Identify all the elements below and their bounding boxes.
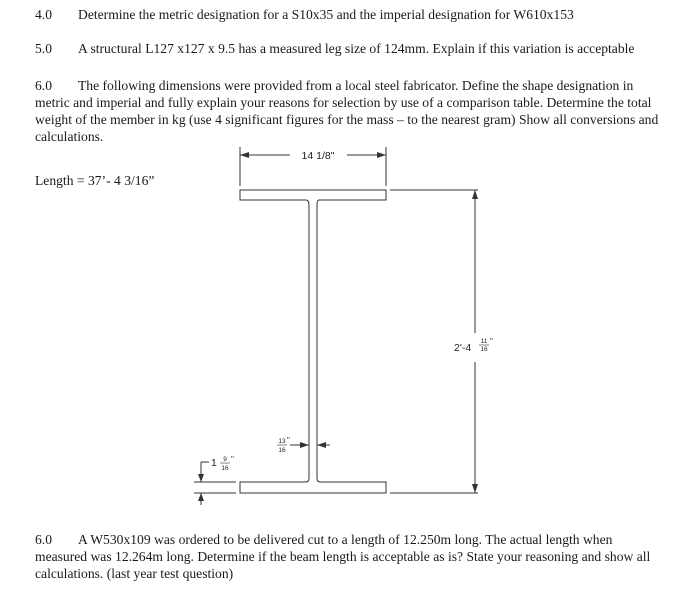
arrow-flange-bottom bbox=[198, 493, 204, 501]
question-text: The following dimensions were provided from a local steel fabricator. Define the shape designation in metric and imperial and fully explain your reasons for selection by use of a comparison table. Determine the total weight of the member in kg (use 4 significant figures for the mass – to the nearest gram) Show all conversions and calculations. bbox=[35, 78, 659, 144]
question-6-length bbox=[35, 531, 660, 582]
flange-inch-mark: " bbox=[231, 455, 234, 464]
question-number: 6.0 bbox=[35, 78, 52, 93]
arrow-web-left bbox=[300, 442, 309, 448]
depth-inch-mark: " bbox=[490, 337, 493, 346]
question-text: Determine the metric designation for a S10x35 and the imperial designation for W610x153 bbox=[78, 7, 574, 22]
web-frac-den: 16 bbox=[278, 447, 286, 454]
arrow-width-right bbox=[377, 152, 386, 158]
length-label: Length = 37’- 4 3/16” bbox=[35, 173, 155, 188]
web-inch-mark: " bbox=[287, 436, 290, 445]
arrow-depth-bottom bbox=[472, 484, 478, 493]
flange-width-label: 14 1/8" bbox=[301, 150, 335, 162]
question-number: 4.0 bbox=[35, 7, 52, 22]
flange-whole-label: 1 bbox=[211, 457, 217, 469]
flange-frac-num: 9 bbox=[223, 456, 227, 463]
web-frac-num: 13 bbox=[278, 438, 286, 445]
arrow-flange-top bbox=[198, 474, 204, 482]
depth-frac-den: 16 bbox=[480, 346, 488, 353]
beam-outline bbox=[240, 190, 386, 493]
depth-whole-label: 2'-4 bbox=[454, 342, 472, 354]
question-number: 6.0 bbox=[35, 532, 52, 547]
arrow-web-right bbox=[317, 442, 326, 448]
question-text: A W530x109 was ordered to be delivered cut to a length of 12.250m long. The actual length when measured was 12.264m long. Determine if the beam length is acceptable as is? State your reasoning and show all calculations. (last year test question) bbox=[35, 532, 651, 581]
question-number: 5.0 bbox=[35, 41, 52, 56]
question-text: A structural L127 x127 x 9.5 has a measured leg size of 124mm. Explain if this variation is acceptable bbox=[78, 41, 635, 56]
arrow-width-left bbox=[240, 152, 249, 158]
arrow-depth-top bbox=[472, 190, 478, 199]
flange-frac-den: 16 bbox=[221, 465, 229, 472]
depth-frac-num: 11 bbox=[480, 338, 488, 345]
